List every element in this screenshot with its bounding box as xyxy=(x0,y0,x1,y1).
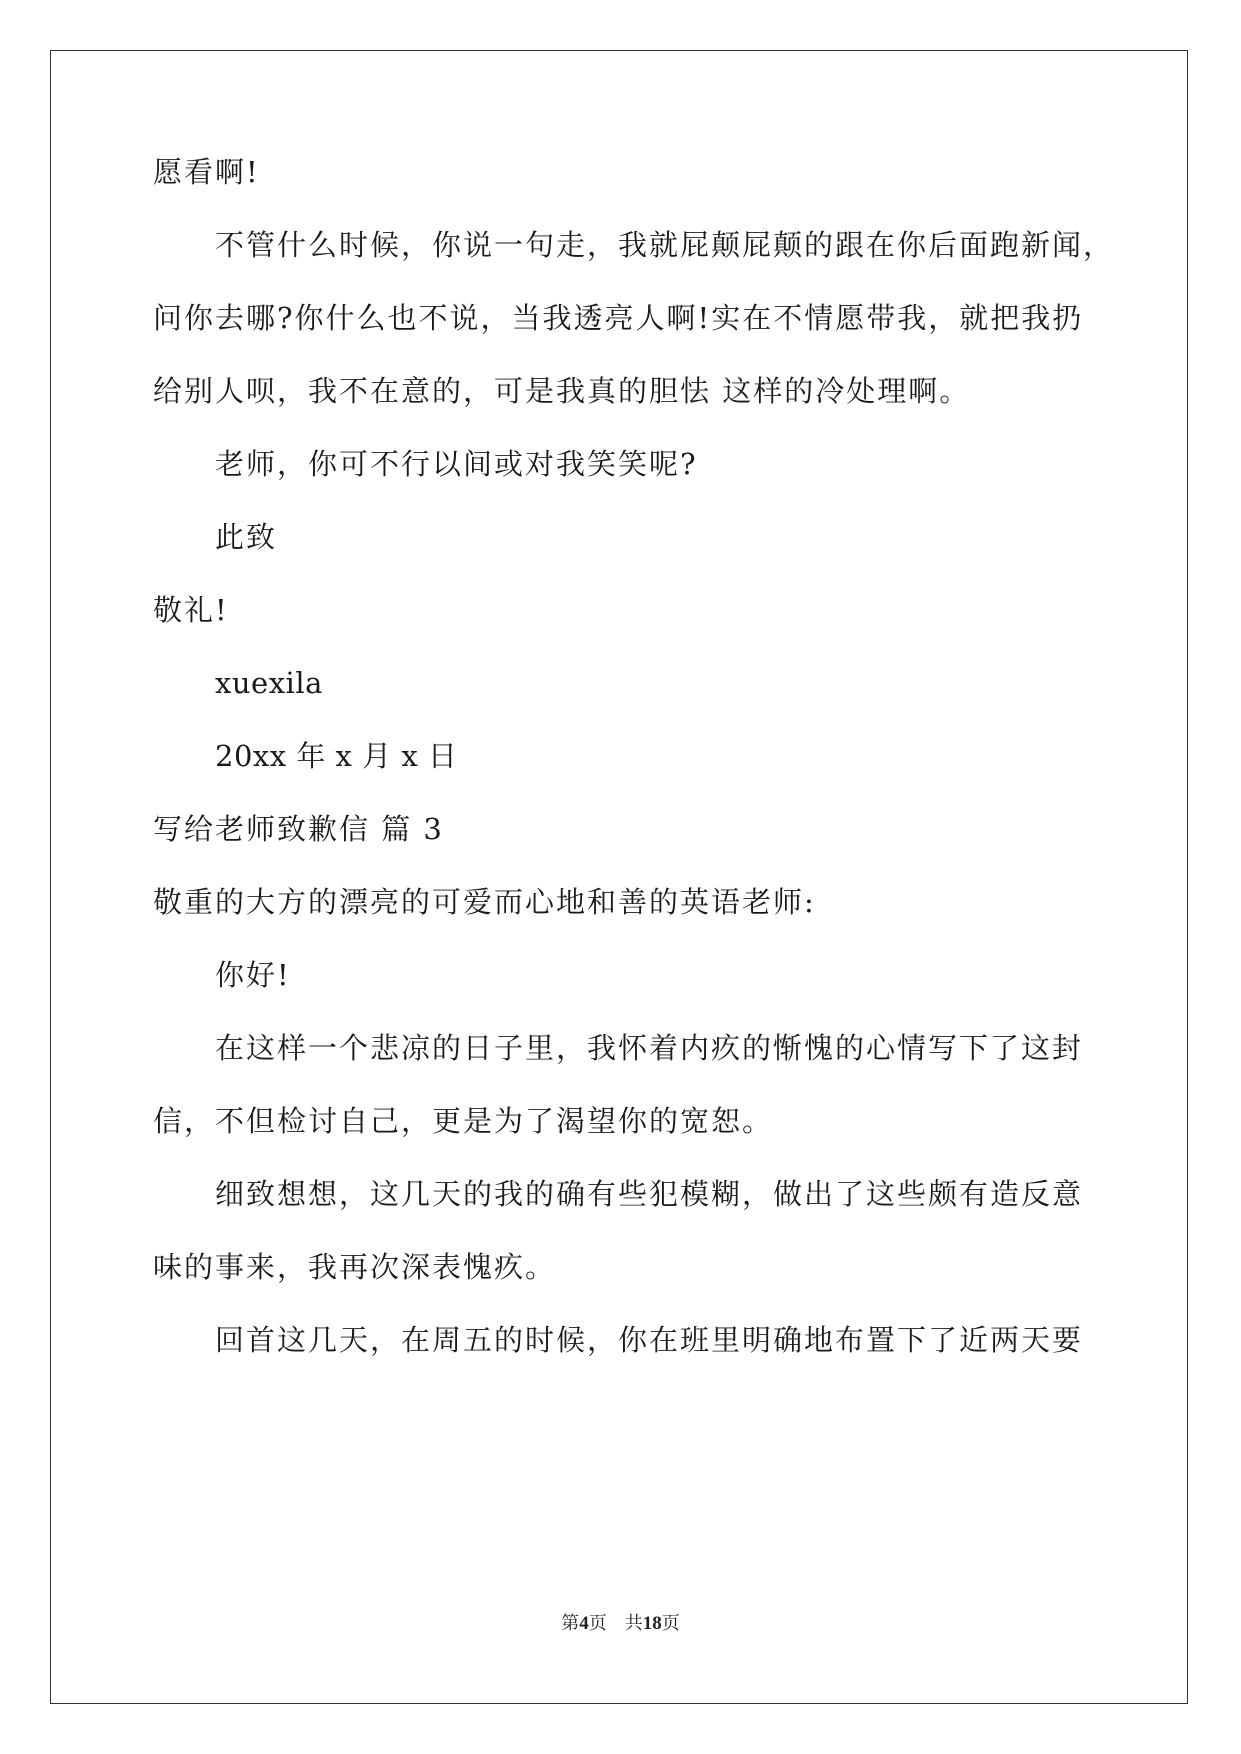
text-line: 信，不但检讨自己，更是为了渴望你的宽恕。 xyxy=(153,1104,774,1138)
text-line: 愿看啊! xyxy=(153,155,260,189)
date-line: 20xx 年 x 月 x 日 xyxy=(215,739,458,773)
paragraph-line: 不管什么时候，你说一句走，我就屁颠屁颠的跟在你后面跑新闻， xyxy=(215,228,1115,262)
page-prefix: 第 xyxy=(561,1613,580,1634)
signature: xuexila xyxy=(215,666,323,700)
letter-addressee: 敬重的大方的漂亮的可爱而心地和善的英语老师: xyxy=(153,885,816,919)
page-suffix: 页 xyxy=(588,1613,607,1634)
paragraph-line: 在这样一个悲凉的日子里，我怀着内疚的惭愧的心情写下了这封 xyxy=(215,1031,1084,1065)
total-prefix: 共 xyxy=(624,1613,643,1634)
text-line: 给别人呗，我不在意的，可是我真的胆怯 这样的冷处理啊。 xyxy=(153,374,971,408)
page-number: 4 xyxy=(579,1613,589,1634)
page-footer xyxy=(0,1612,1241,1636)
paragraph-line: 老师，你可不行以间或对我笑笑呢? xyxy=(215,447,698,481)
closing-greeting: 敬礼! xyxy=(153,593,229,627)
letter-greeting: 你好! xyxy=(215,958,291,992)
total-suffix: 页 xyxy=(661,1613,680,1634)
total-pages: 18 xyxy=(642,1613,662,1634)
text-line: 问你去哪?你什么也不说，当我透亮人啊!实在不情愿带我，就把我扔 xyxy=(153,301,1084,335)
text-line: 味的事来，我再次深表愧疚。 xyxy=(153,1250,557,1284)
paragraph-line: 回首这几天，在周五的时候，你在班里明确地布置下了近两天要 xyxy=(215,1323,1084,1357)
paragraph-line: 细致想想，这几天的我的确有些犯模糊，做出了这些颇有造反意 xyxy=(215,1177,1084,1211)
closing-salutation: 此致 xyxy=(215,520,278,554)
section-heading: 写给老师致歉信 篇 3 xyxy=(153,812,444,846)
